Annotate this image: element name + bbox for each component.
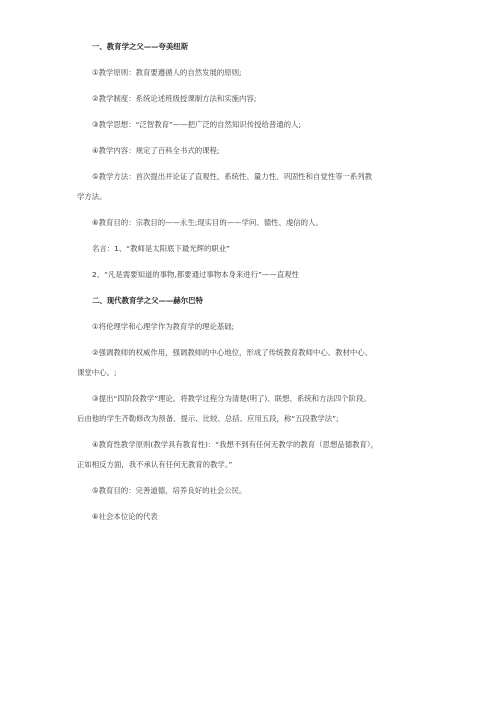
section-2-item-5: ⑤教育目的：完善道德，培养良好的社会公民。 (92, 486, 247, 495)
section-2-heading: 二、现代教育学之父——赫尔巴特 (92, 296, 203, 305)
section-1-item-4: ④教学内容：规定了百科全书式的课程; (92, 146, 220, 155)
section-1-heading: 一、教育学之父——夸美纽斯 (92, 42, 189, 51)
section-2-item-1: ①将伦理学和心理学作为教育学的理论基础; (92, 322, 235, 331)
section-2-item-4: ④教育性教学原则(教学具有教育性)：“我想不到有任何无教学的教育（思想品德教育）， (92, 440, 378, 449)
section-2-item-2: ②强调教师的权威作用，强调教师的中心地位，形成了传统教育教师中心、教材中心、 (92, 348, 373, 357)
section-1-item-5: ⑤教学方法：首次提出并论证了直观性、系统性、量力性、巩固性和自觉性等一系列教 (92, 172, 373, 181)
section-2-item-3: ③提出“四阶段教学”理论。将教学过程分为清楚(明了)、联想、系统和方法四个阶段。 (92, 394, 371, 403)
quote-2: 2、“凡是需要知道的事物,都要通过事物本身来进行”——直观性 (92, 270, 299, 279)
section-2-item-3-continued: 后由他的学生齐勒修改为预备、提示、比较、总括、应用五段，称“五段教学法”; (77, 414, 339, 423)
section-1-item-6: ⑥教育目的：宗教目的——永生;现实目的——学问、德性、虔信的人。 (92, 218, 323, 227)
section-1-item-5-continued: 学方法。 (77, 192, 107, 201)
section-2-item-2-continued: 课堂中心。; (77, 368, 117, 377)
quote-1: 名言：1、“教师是太阳底下最光辉的职业” (92, 244, 231, 253)
section-2-item-4-continued: 正如相反方面，我不承认有任何无教育的教学。” (77, 460, 233, 469)
section-1-item-1: ①教学原则：教育要遵循人的自然发展的原则; (92, 68, 242, 77)
section-2-item-6: ⑥社会本位论的代表 (92, 512, 158, 521)
section-1-item-3: ③教学思想：“泛智教育”——把广泛的自然知识传授给普通的人; (92, 120, 301, 129)
section-1-item-2: ②教学制度：系统论述班级授课制方法和实施内容; (92, 94, 257, 103)
